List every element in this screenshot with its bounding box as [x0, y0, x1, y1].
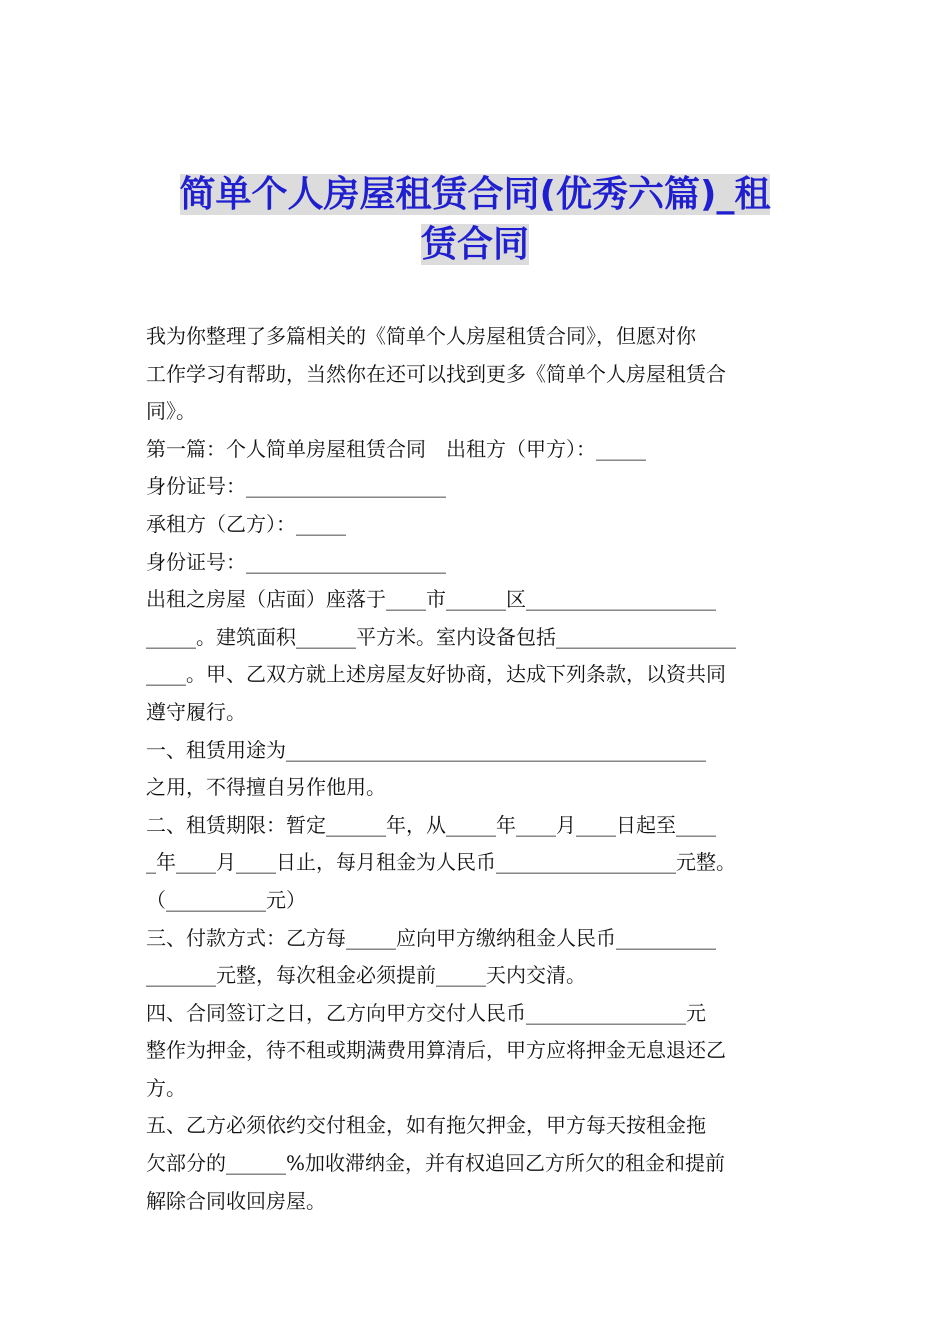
body-line: 遵守履行。 — [146, 699, 246, 724]
page-title — [140, 170, 810, 270]
body-line: 整作为押金，待不租或期满费用算清后，甲方应将押金无息退还乙 — [146, 1038, 726, 1063]
body-line: 五、乙方必须依约交付租金，如有拖欠押金，甲方每天按租金拖 — [146, 1113, 706, 1138]
body-line: 我为你整理了多篇相关的《简单个人房屋租赁合同》，但愿对你 — [146, 324, 696, 348]
body-line: 身份证号：____________________ — [146, 474, 446, 499]
body-line: 出租之房屋（店面）座落于____市______区___________________ — [146, 587, 716, 612]
body-line: 之用，不得擅自另作他用。 — [146, 775, 386, 800]
body-line: _年____月____日止，每月租金为人民币__________________元整。 — [146, 850, 736, 875]
body-line: ____。甲、乙双方就上述房屋友好协商，达成下列条款，以资共同 — [146, 662, 726, 687]
body-line: （__________元） — [146, 887, 306, 912]
body-line: 解除合同收回房屋。 — [146, 1188, 326, 1213]
body-line: 身份证号：____________________ — [146, 549, 446, 574]
title-line-1: 简单个人房屋租赁合同(优秀六篇)_租 — [179, 174, 771, 215]
title-line-2: 赁合同 — [420, 224, 529, 265]
body-line: _____。建筑面积______平方米。室内设备包括__________________ — [146, 624, 736, 649]
body-line: 四、合同签订之日，乙方向甲方交付人民币________________元 — [146, 1000, 706, 1025]
body-line: 第一篇：个人简单房屋租赁合同 出租方（甲方）：_____ — [146, 436, 646, 461]
body-line: 三、付款方式：乙方每_____应向甲方缴纳租金人民币__________ — [146, 925, 716, 950]
body-line: 一、租赁用途为__________________________________________ — [146, 737, 706, 762]
body-line: 欠部分的______%加收滞纳金，并有权追回乙方所欠的租金和提前 — [146, 1151, 726, 1176]
body-line: 二、租赁期限：暂定______年，从_____年____月____日起至____ — [146, 812, 716, 837]
body-line: _______元整，每次租金必须提前_____天内交清。 — [146, 963, 586, 988]
body-line: 承租方（乙方）：_____ — [146, 511, 346, 536]
body-line: 同》。 — [146, 399, 196, 424]
body-line: 工作学习有帮助，当然你在还可以找到更多《简单个人房屋租赁合 — [146, 361, 726, 386]
body-line: 方。 — [146, 1075, 186, 1100]
document-body — [146, 318, 810, 1220]
